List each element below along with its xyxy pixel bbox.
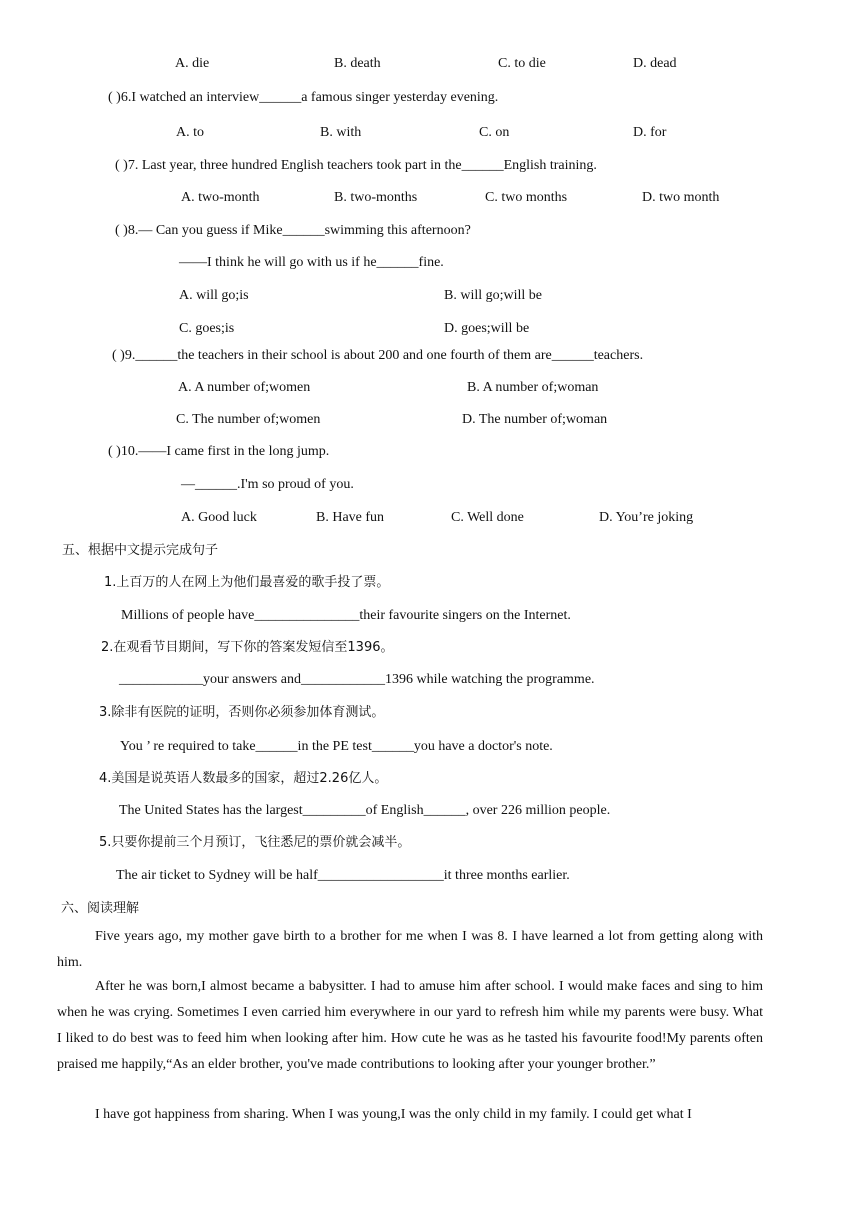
option-c: C. on — [479, 125, 510, 140]
option-c: C. goes;is — [179, 321, 235, 336]
option-d: D. for — [633, 125, 667, 140]
reading-paragraph: Five years ago, my mother gave birth to a brother for me when I was 8. I have learned a lot from getting along with him. — [57, 929, 763, 970]
option-a: A. to — [176, 125, 204, 140]
option-c: C. The number of;women — [176, 412, 321, 427]
chinese-prompt: 3.除非有医院的证明，否则你必须参加体育测试。 — [99, 705, 385, 720]
chinese-prompt: 1.上百万的人在网上为他们最喜爱的歌手投了票。 — [104, 575, 390, 590]
english-sentence: Millions of people have_______________their favourite singers on the Internet. — [121, 608, 571, 623]
option-d: D. two month — [642, 190, 720, 205]
english-sentence: ____________your answers and____________1396 while watching the programme. — [119, 672, 595, 687]
reading-paragraph: I have got happiness from sharing. When I was young,I was the only child in my family. I could get what I — [95, 1107, 692, 1122]
option-b: B. with — [320, 125, 362, 140]
english-sentence: You ’ re required to take______in the PE test______you have a doctor's note. — [120, 739, 553, 754]
option-a: A. die — [175, 56, 210, 71]
option-d: D. dead — [633, 56, 677, 71]
question-stem: ( )10.——I came first in the long jump. — [108, 444, 330, 459]
option-a: A. will go;is — [179, 288, 249, 303]
option-b: B. Have fun — [316, 510, 385, 525]
english-sentence: The air ticket to Sydney will be half__________________it three months earlier. — [116, 868, 570, 883]
option-d: D. goes;will be — [444, 321, 530, 336]
question-stem: ( )6.I watched an interview______a famous singer yesterday evening. — [108, 90, 499, 105]
option-a: A. A number of;women — [178, 380, 311, 395]
chinese-prompt: 4.美国是说英语人数最多的国家，超过2.26亿人。 — [99, 771, 388, 786]
reading-paragraph: After he was born,I almost became a babysitter. I had to amuse him after school. I would make faces and sing to him when he was crying. Sometimes I even carried him everywhere in our yard to refresh him while my parents were busy. What I liked to do best was to feed him when looking after him. How cute he was as he tasted his favourite food!My parents often praised me happily,“As an elder brother, you've made contributions to looking after your younger brother.” — [57, 979, 763, 1072]
option-a: A. two-month — [181, 190, 260, 205]
option-b: B. death — [334, 56, 381, 71]
option-d: D. The number of;woman — [462, 412, 608, 427]
option-b: B. two-months — [334, 190, 418, 205]
english-sentence: The United States has the largest_________of English______, over 226 million people. — [119, 803, 611, 818]
question-line-2: —______.I'm so proud of you. — [181, 477, 354, 492]
option-b: B. A number of;woman — [467, 380, 599, 395]
question-stem: ( )7. Last year, three hundred English teachers took part in the______English training. — [115, 158, 597, 173]
question-stem: ( )9.______the teachers in their school is about 200 and one fourth of them are______teachers. — [112, 348, 644, 363]
chinese-prompt: 5.只要你提前三个月预订，飞往悉尼的票价就会减半。 — [99, 835, 411, 850]
option-a: A. Good luck — [181, 510, 257, 525]
option-c: C. to die — [498, 56, 546, 71]
chinese-prompt: 2.在观看节目期间，写下你的答案发短信至1396。 — [101, 640, 394, 655]
option-d: D. You’re joking — [599, 510, 694, 525]
option-c: C. two months — [485, 190, 568, 205]
question-line-2: ——I think he will go with us if he______fine. — [179, 255, 444, 270]
option-b: B. will go;will be — [444, 288, 542, 303]
section-heading: 六、阅读理解 — [61, 901, 140, 916]
option-c: C. Well done — [451, 510, 524, 525]
section-heading: 五、根据中文提示完成句子 — [62, 543, 219, 558]
question-stem: ( )8.— Can you guess if Mike______swimming this afternoon? — [115, 223, 471, 238]
